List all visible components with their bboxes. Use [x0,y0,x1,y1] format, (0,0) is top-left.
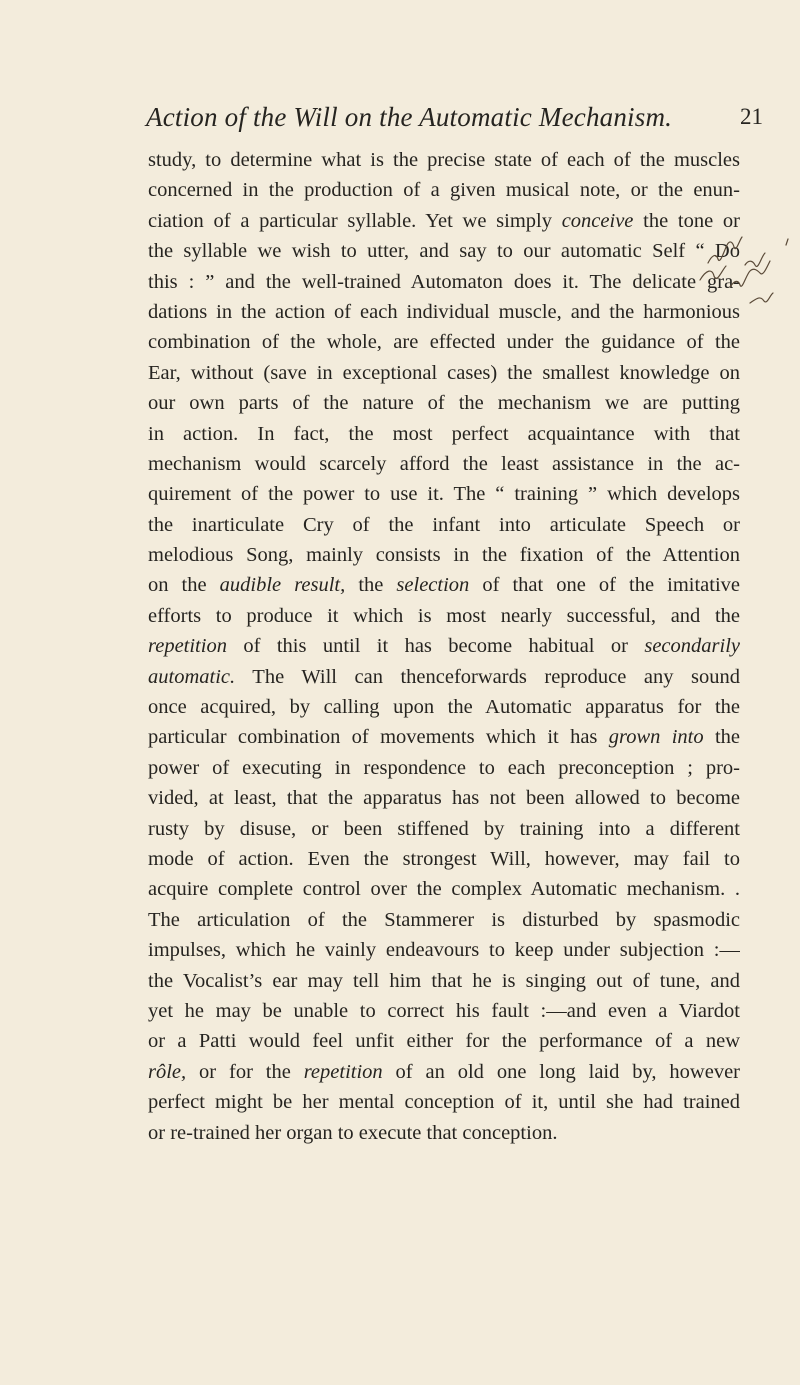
text-line: on the audible result, the selection of that one of the imitative [148,574,740,597]
text-line: rôle, or for the repetition of an old one long laid by, however [148,1060,740,1083]
text-line: perfect might be her mental conception of it, until she had trained [148,1091,740,1114]
text-line: or re-trained her organ to execute that conception. [148,1121,558,1144]
text-line: rusty by disuse, or been stiffened by training into a different [148,817,740,840]
text-line: our own parts of the nature of the mechanism we are putting [148,392,740,415]
text-line: in action. In fact, the most perfect acquaintance with that [148,422,740,445]
text-line: automatic. The Will can thenceforwards reproduce any sound [148,665,740,688]
text-line: ciation of a particular syllable. Yet we simply conceive the tone or [148,209,740,232]
text-line: melodious Song, mainly consists in the fixation of the Attention [148,544,740,567]
text-line: particular combination of movements which it has grown into the [148,726,740,749]
text-line: acquire complete control over the complex Automatic mechanism. . [148,878,740,901]
text-line: vided, at least, that the apparatus has not been allowed to become [148,787,740,810]
text-line: power of executing in respondence to each preconception ; pro- [148,756,740,779]
text-line: Ear, without (save in exceptional cases) the smallest knowledge on [148,361,740,384]
running-header [0,70,800,130]
text-line: mechanism would scarcely afford the least assistance in the ac- [148,452,740,475]
body-text [148,145,740,1148]
text-line: mode of action. Even the strongest Will, however, may fail to [148,847,740,870]
text-line: the syllable we wish to utter, and say to our automatic Self “ Do [148,240,740,263]
running-title: Action of the Will on the Automatic Mechanism. [146,102,673,132]
text-line: The articulation of the Stammerer is disturbed by spasmodic [148,908,740,931]
text-line: once acquired, by calling upon the Automatic apparatus for the [148,696,740,719]
text-line: concerned in the production of a given musical note, or the enun- [148,179,740,202]
text-line: quirement of the power to use it. The “ training ” which develops [148,483,740,506]
handwritten-margin-note [690,225,800,315]
text-line: efforts to produce it which is most nearly successful, and the [148,604,740,627]
text-line: or a Patti would feel unfit either for the performance of a new [148,1030,740,1053]
text-line: yet he may be unable to correct his fault :—and even a Viardot [148,999,740,1022]
text-line: the inarticulate Cry of the infant into articulate Speech or [148,513,740,536]
text-line: combination of the whole, are effected under the guidance of the [148,331,740,354]
page-number: 21 [740,104,763,129]
text-line: impulses, which he vainly endeavours to keep under subjection :— [148,939,740,962]
text-line: dations in the action of each individual muscle, and the harmonious [148,300,740,323]
text-line: the Vocalist’s ear may tell him that he is singing out of tune, and [148,969,740,992]
text-line: repetition of this until it has become habitual or secondarily [148,635,740,658]
text-line: this : ” and the well-trained Automaton does it. The delicate gra- [148,270,740,293]
text-line: study, to determine what is the precise state of each of the muscles [148,149,740,171]
